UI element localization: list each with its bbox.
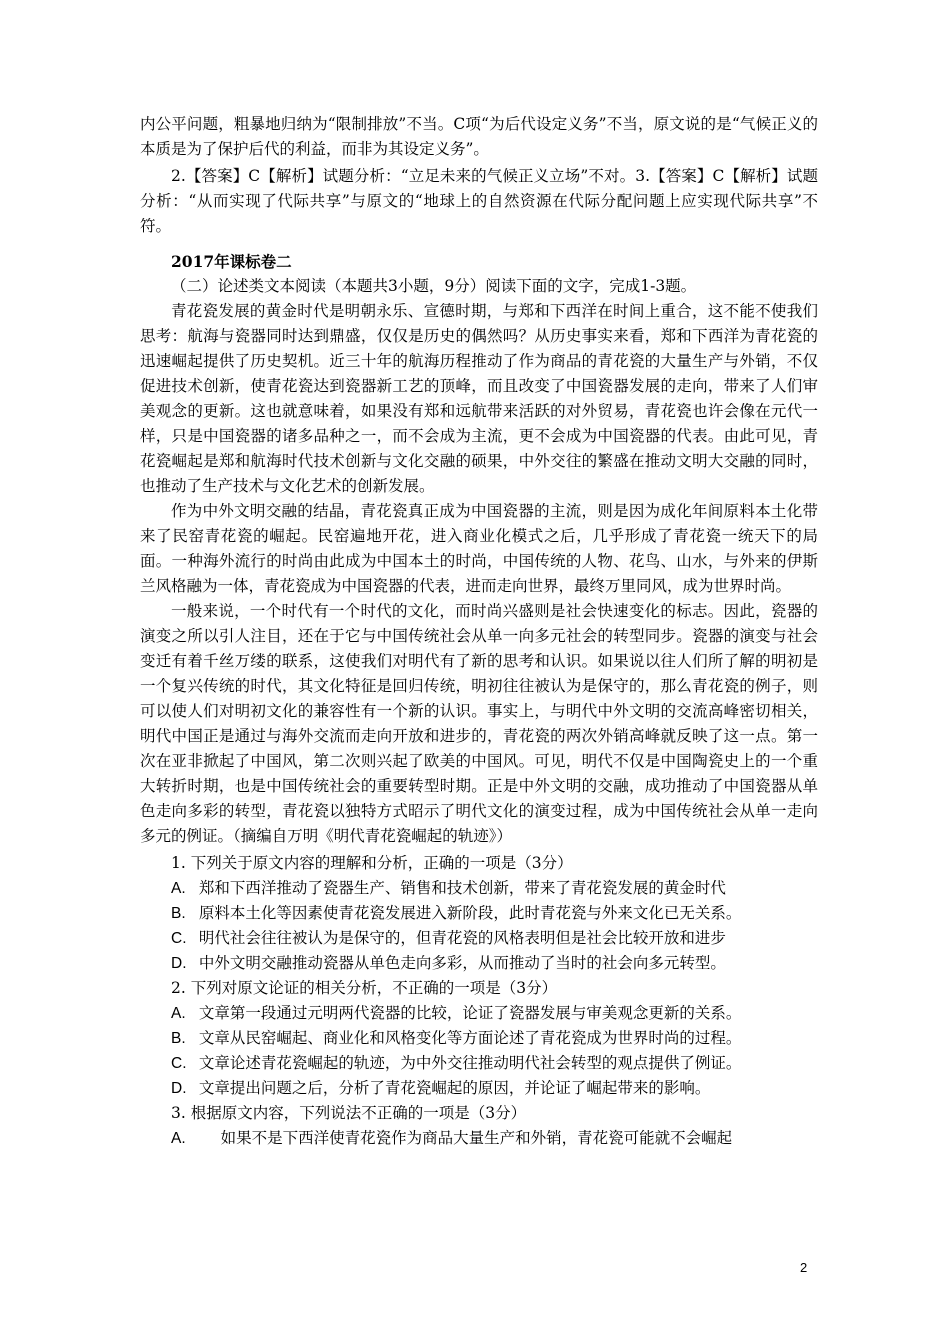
question-1-option-c bbox=[140, 926, 818, 951]
option-text: 明代社会往往被认为是保守的，但青花瓷的风格表明但是社会比较开放和进步 bbox=[198, 929, 726, 947]
option-label: D. bbox=[171, 1080, 187, 1097]
option-text: 原料本土化等因素使青花瓷发展进入新阶段，此时青花瓷与外来文化已无关系。 bbox=[198, 904, 742, 922]
question-1-option-a bbox=[140, 876, 818, 901]
option-text: 文章第一段通过元明两代瓷器的比较，论证了瓷器发展与审美观念更新的关系。 bbox=[198, 1004, 742, 1022]
option-text: 中外文明交融推动瓷器从单色走向多彩，从而推动了当时的社会向多元转型。 bbox=[198, 954, 726, 972]
answer-explanations: 2.【答案】C【解析】试题分析：“立足未来的气候正义立场”不对。3.【答案】C【解析】试题分析：“从而实现了代际共享”与原文的“地球上的自然资源在代际分配问题上应实现代际共享”不符。 bbox=[140, 167, 818, 235]
question-2-option-a bbox=[140, 1001, 818, 1026]
question-1-option-b bbox=[140, 901, 818, 926]
option-label: B. bbox=[171, 905, 186, 922]
previous-analysis: 内公平问题，粗暴地归纳为“限制排放”不当。C项“为后代设定义务”不当，原文说的是“气候正义的本质是为了保护后代的利益，而非为其设定义务”。 bbox=[140, 115, 818, 158]
question-3-option-a bbox=[140, 1126, 818, 1151]
section-heading: 2017年课标卷二 bbox=[171, 252, 292, 271]
option-label: B. bbox=[171, 1030, 186, 1047]
question-2-option-c bbox=[140, 1051, 818, 1076]
option-text: 文章从民窑崛起、商业化和风格变化等方面论述了青花瓷成为世界时尚的过程。 bbox=[198, 1029, 742, 1047]
passage-paragraph-2: 作为中外文明交融的结晶，青花瓷真正成为中国瓷器的主流，则是因为成化年间原料本土化带来了民窑青花瓷的崛起。民窑遍地开花，进入商业化模式之后，几乎形成了青花瓷一统天下的局面。一种海外流行的时尚由此成为中国本土的时尚，中国传统的人物、花鸟、山水，与外来的伊斯兰风格融为一体，青花瓷成为中国瓷器的代表，进而走向世界，最终万里同风，成为世界时尚。 bbox=[140, 502, 818, 595]
option-label: D. bbox=[171, 955, 187, 972]
option-text: 文章论述青花瓷崛起的轨迹，为中外交往推动明代社会转型的观点提供了例证。 bbox=[198, 1054, 742, 1072]
section-instruction: （二）论述类文本阅读（本题共3小题，9分）阅读下面的文字，完成1-3题。 bbox=[171, 277, 697, 295]
option-label: A. bbox=[171, 1005, 186, 1022]
question-3-stem: 3. 根据原文内容，下列说法不正确的一项是（3分） bbox=[171, 1104, 527, 1122]
option-label: A. bbox=[171, 1130, 186, 1147]
question-2-stem: 2. 下列对原文论证的相关分析，不正确的一项是（3分） bbox=[171, 979, 558, 997]
question-1-option-d bbox=[140, 951, 818, 976]
option-text: 文章提出问题之后，分析了青花瓷崛起的原因，并论证了崛起带来的影响。 bbox=[198, 1079, 711, 1097]
question-2-option-d bbox=[140, 1076, 818, 1101]
page-number: 2 bbox=[800, 1260, 808, 1275]
passage-paragraph-3: 一般来说，一个时代有一个时代的文化，而时尚兴盛则是社会快速变化的标志。因此，瓷器的演变之所以引人注目，还在于它与中国传统社会从单一向多元社会的转型同步。瓷器的演变与社会变迁有着千丝万缕的联系，这使我们对明代有了新的思考和认识。如果说以往人们所了解的明初是一个复兴传统的时代，其文化特征是回归传统，明初往往被认为是保守的，那么青花瓷的例子，则可以使人们对明初文化的兼容性有一个新的认识。事实上，与明代中外文明的交流高峰密切相关，明代中国正是通过与海外交流而走向开放和进步的，青花瓷的两次外销高峰就反映了这一点。第一次在亚非掀起了中国风，第二次则兴起了欧美的中国风。可见，明代不仅是中国陶瓷史上的一个重大转折时期，也是中国传统社会的重要转型时期。正是中外文明的交融，成功推动了中国瓷器从单色走向多彩的转型，青花瓷以独特方式昭示了明代文化的演变过程，成为中国传统社会从单一走向多元的例证。（摘编自万明《明代青花瓷崛起的轨迹》） bbox=[140, 602, 818, 845]
passage-paragraph-1: 青花瓷发展的黄金时代是明朝永乐、宣德时期，与郑和下西洋在时间上重合，这不能不使我们思考：航海与瓷器同时达到鼎盛，仅仅是历史的偶然吗？从历史事实来看，郑和下西洋为青花瓷的迅速崛起提供了历史契机。近三十年的航海历程推动了作为商品的青花瓷的大量生产与外销，不仅促进技术创新，使青花瓷达到瓷器新工艺的顶峰，而且改变了中国瓷器发展的走向，带来了人们审美观念的更新。这也就意味着，如果没有郑和远航带来活跃的对外贸易，青花瓷也许会像在元代一样，只是中国瓷器的诸多品种之一，而不会成为主流，更不会成为中国瓷器的代表。由此可见，青花瓷崛起是郑和航海时代技术创新与文化交融的硕果，中外交往的繁盛在推动文明大交融的同时，也推动了生产技术与文化艺术的创新发展。 bbox=[140, 302, 818, 495]
option-label: A. bbox=[171, 880, 186, 897]
question-1-stem: 1. 下列关于原文内容的理解和分析，正确的一项是（3分） bbox=[171, 854, 573, 872]
option-text: 如果不是下西洋使青花瓷作为商品大量生产和外销，青花瓷可能就不会崛起 bbox=[220, 1129, 733, 1147]
option-text: 郑和下西洋推动了瓷器生产、销售和技术创新，带来了青花瓷发展的黄金时代 bbox=[198, 879, 726, 897]
question-2-option-b bbox=[140, 1026, 818, 1051]
option-label: C. bbox=[171, 1055, 187, 1072]
page-content bbox=[140, 112, 818, 1151]
option-label: C. bbox=[171, 930, 187, 947]
